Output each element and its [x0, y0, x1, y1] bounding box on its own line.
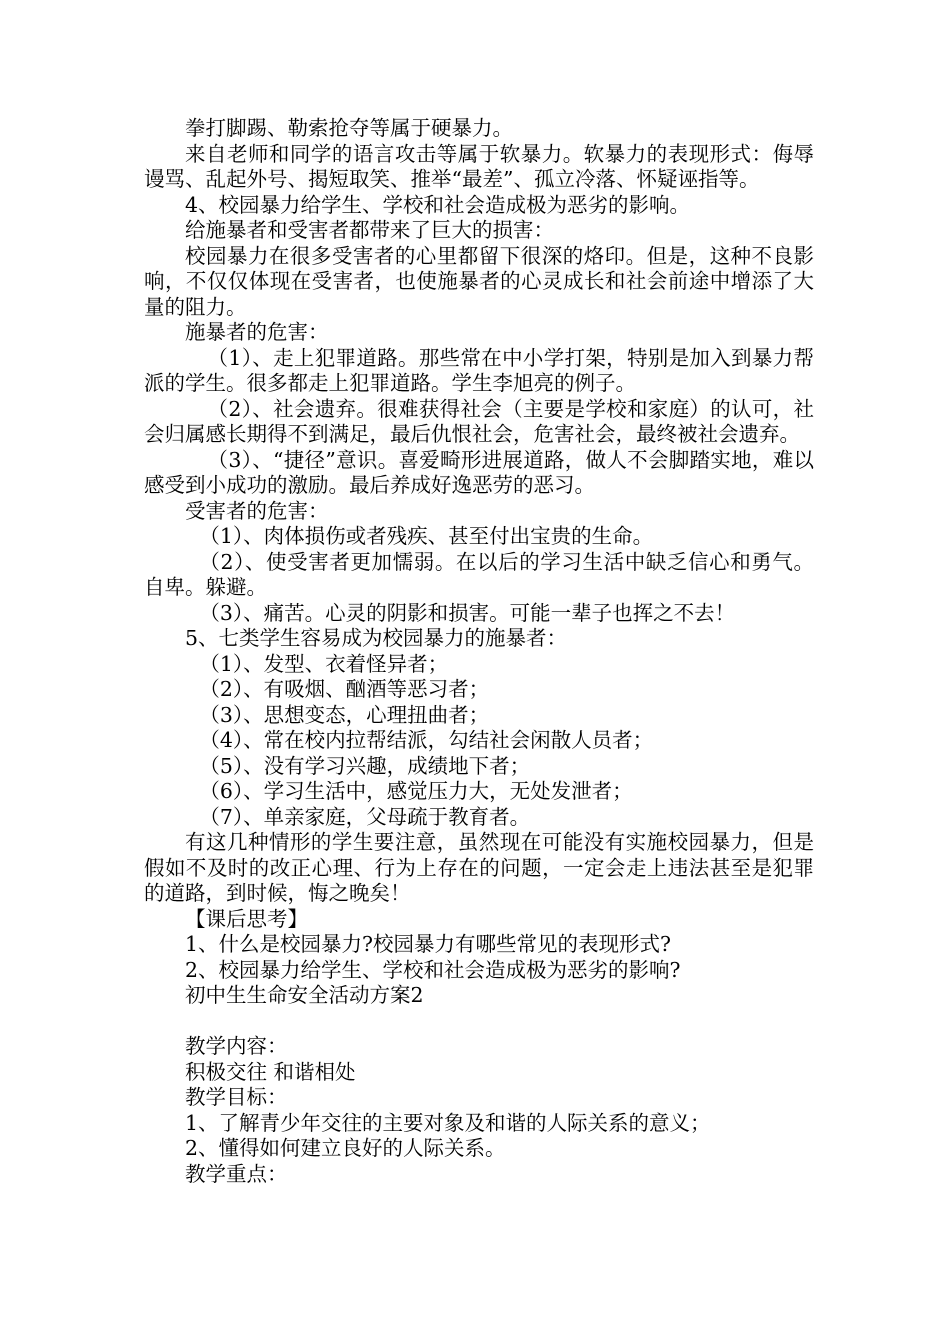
section-heading: 教学目标：: [185, 1085, 288, 1109]
list-item: （2）、有吸烟、酗酒等恶习者；: [199, 677, 490, 701]
question-item: 2、校园暴力给学生、学校和社会造成极为恶劣的影响?: [185, 957, 681, 982]
list-item: （1）、走上犯罪道路。那些常在中小学打架，特别是加入到暴力帮派的学生。很多都走上犯罪道路。学生李旭亮的例子。: [144, 345, 814, 395]
section-heading: 教学内容：: [185, 1034, 288, 1058]
paragraph: 拳打脚踢、勒索抢夺等属于硬暴力。: [185, 116, 513, 140]
section-heading: 【课后思考】: [185, 906, 308, 931]
paragraph: 给施暴者和受害者都带来了巨大的损害：: [185, 218, 554, 242]
paragraph: 来自老师和同学的语言攻击等属于软暴力。软暴力的表现形式：侮辱谩骂、乱起外号、揭短取笑、推举“最差”、孤立冷落、怀疑诬指等。: [144, 141, 814, 191]
paragraph: 有这几种情形的学生要注意，虽然现在可能没有实施校园暴力，但是假如不及时的改正心理、行为上存在的问题，一定会走上违法甚至是犯罪的道路，到时候，悔之晚矣！: [144, 830, 814, 905]
list-item: 1、了解青少年交往的主要对象及和谐的人际关系的意义；: [185, 1110, 711, 1135]
list-item: （2）、使受害者更加懦弱。在以后的学习生活中缺乏信心和勇气。自卑。躲避。: [144, 549, 814, 599]
section-heading: 受害者的危害：: [185, 498, 329, 523]
list-item: （1）、发型、衣着怪异者；: [199, 651, 449, 676]
section-heading: 施暴者的危害：: [185, 320, 329, 344]
document-body: [144, 116, 814, 1187]
list-item: （3）、“捷径”意识。喜爱畸形进展道路，做人不会脚踏实地，难以感受到小成功的激励。最后养成好逸恶劳的恶习。: [144, 447, 814, 497]
list-item: （1）、肉体损伤或者残疾、甚至付出宝贵的生命。: [199, 524, 654, 548]
list-item: （5）、没有学习兴趣，成绩地下者；: [199, 753, 531, 778]
paragraph: 积极交往 和谐相处: [185, 1059, 356, 1084]
list-item: （6）、学习生活中，感觉压力大，无处发泄者；: [199, 779, 633, 803]
list-item: （3）、痛苦。心灵的阴影和损害。可能一辈子也挥之不去！: [199, 600, 736, 625]
section-heading: 教学重点：: [185, 1161, 288, 1186]
list-item: （4）、常在校内拉帮结派，勾结社会闲散人员者；: [199, 728, 654, 752]
document-subtitle: 初中生生命安全活动方案2: [185, 983, 424, 1007]
paragraph: 4、校园暴力给学生、学校和社会造成极为恶劣的影响。: [185, 192, 691, 217]
paragraph: 5、七类学生容易成为校园暴力的施暴者：: [185, 626, 568, 650]
list-item: 2、懂得如何建立良好的人际关系。: [185, 1136, 506, 1160]
list-item: （7）、单亲家庭，父母疏于教育者。: [199, 804, 531, 829]
list-item: （2）、社会遗弃。很难获得社会（主要是学校和家庭）的认可，社会归属感长期得不到满足，最后仇恨社会，危害社会，最终被社会遗弃。: [144, 396, 814, 446]
blank-line: [144, 1009, 814, 1035]
list-item: （3）、思想变态，心理扭曲者；: [199, 702, 490, 727]
question-item: 1、什么是校园暴力?校园暴力有哪些常见的表现形式?: [185, 932, 672, 956]
paragraph: 校园暴力在很多受害者的心里都留下很深的烙印。但是，这种不良影响，不仅仅体现在受害者，也使施暴者的心灵成长和社会前途中增添了大量的阻力。: [144, 243, 814, 319]
